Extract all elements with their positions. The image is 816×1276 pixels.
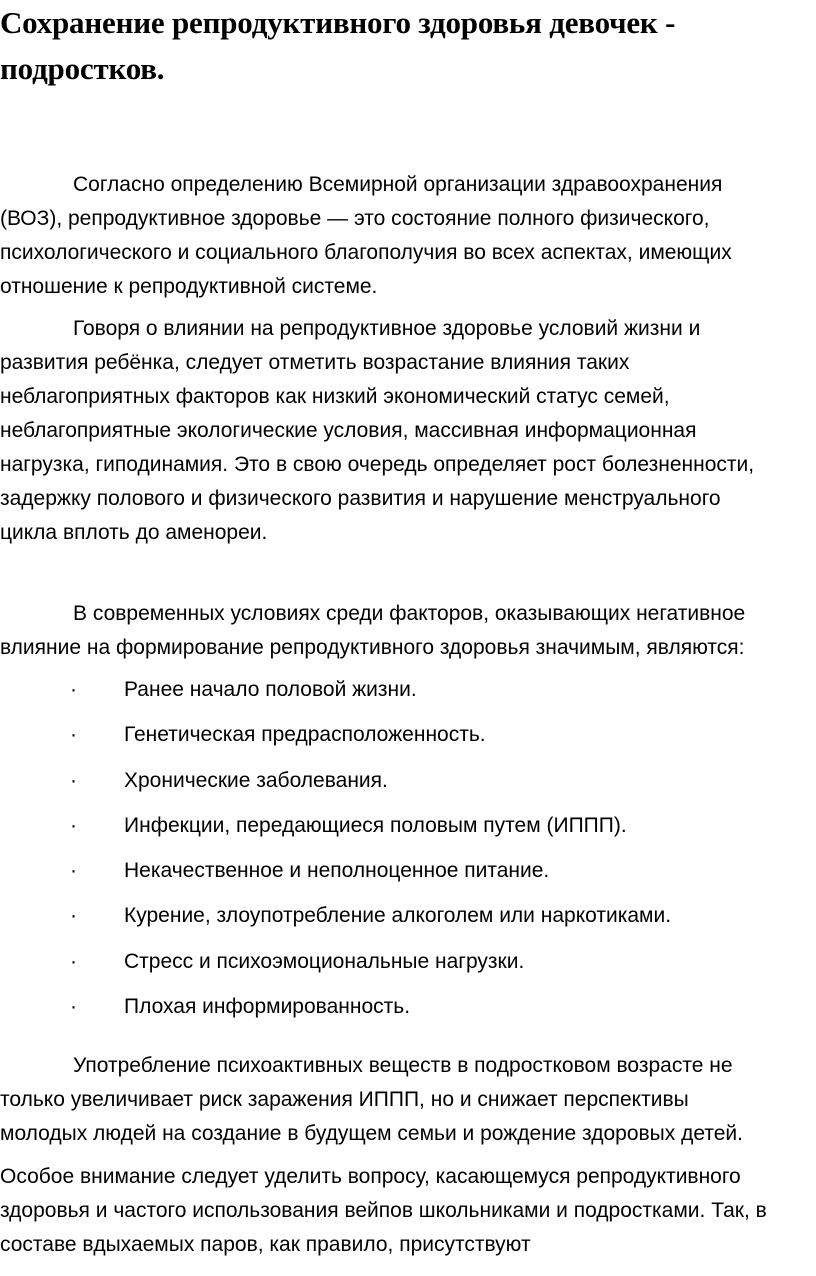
bullet-marker: ·	[70, 904, 77, 928]
bullet-marker: ·	[70, 995, 77, 1019]
bullet-marker: ·	[70, 813, 77, 837]
paragraph-line: (ВОЗ), репродуктивное здоровье — это состояние полного физического,	[0, 207, 710, 230]
list-item	[0, 899, 816, 944]
paragraph-factors-intro	[0, 597, 816, 665]
title-line: Сохранение репродуктивного здоровья девочек -	[0, 5, 676, 40]
paragraph-line: молодых людей на создание в будущем семьи и рождение здоровых детей.	[0, 1122, 743, 1145]
paragraph-living-conditions	[0, 312, 816, 550]
bullet-marker: ·	[70, 859, 77, 883]
paragraph-line: задержку полового и физического развития и нарушение менструального	[0, 487, 721, 510]
list-item-text: Курение, злоупотребление алкоголем или наркотиками.	[124, 904, 672, 928]
list-item	[0, 673, 816, 718]
paragraph-line: неблагоприятные экологические условия, массивная информационная	[0, 419, 697, 442]
paragraph-line: отношение к репродуктивной системе.	[0, 275, 378, 298]
bullet-marker: ·	[70, 949, 77, 973]
bullet-marker: ·	[70, 723, 77, 747]
paragraph-psychoactive-substances	[0, 1049, 816, 1151]
paragraph-line: влияние на формирование репродуктивного здоровья значимым, являются:	[0, 636, 745, 659]
list-item	[0, 718, 816, 763]
paragraph-line: развития ребёнка, следует отметить возрастание влияния таких	[0, 351, 630, 374]
list-item-text: Плохая информированность.	[124, 995, 411, 1019]
paragraph-line: неблагоприятных факторов как низкий экономический статус семей,	[0, 385, 670, 408]
title-line: подростков.	[0, 51, 165, 86]
list-item	[0, 990, 816, 1035]
paragraph-line: цикла вплоть до аменореи.	[0, 521, 268, 544]
list-item-text: Генетическая предрасположенность.	[124, 723, 486, 747]
paragraph-line: нагрузка, гиподинамия. Это в свою очередь определяет рост болезненности,	[0, 453, 755, 476]
paragraph-line: Говоря о влиянии на репродуктивное здоровье условий жизни и	[73, 317, 701, 340]
list-item-text: Стресс и психоэмоциональные нагрузки.	[124, 949, 525, 973]
list-item-text: Некачественное и неполноценное питание.	[124, 859, 550, 883]
paragraph-line: Особое внимание следует уделить вопросу, касающемуся репродуктивного	[0, 1165, 741, 1188]
bullet-marker: ·	[70, 678, 77, 701]
paragraph-vaping	[0, 1160, 816, 1262]
paragraph-line: составе вдыхаемых паров, как правило, присутствуют	[0, 1233, 531, 1256]
list-item-text: Инфекции, передающиеся половым путем (ИППП).	[124, 813, 627, 837]
document-title	[0, 0, 790, 92]
paragraph-line: В современных условиях среди факторов, оказывающих негативное	[73, 602, 746, 625]
paragraph-line: здоровья и частого использования вейпов школьниками и подростками. Так, в	[0, 1199, 767, 1222]
paragraph-line: только увеличивает риск заражения ИППП, но и снижает перспективы	[0, 1088, 689, 1111]
bullet-marker: ·	[70, 768, 77, 792]
paragraph-line: психологического и социального благополучия во всех аспектах, имеющих	[0, 241, 732, 264]
list-item	[0, 809, 816, 854]
list-item	[0, 945, 816, 990]
list-item	[0, 854, 816, 899]
list-item-text: Хронические заболевания.	[124, 768, 388, 792]
list-item	[0, 764, 816, 809]
paragraph-definition	[0, 168, 816, 304]
risk-factors-list	[0, 673, 816, 1035]
paragraph-line: Согласно определению Всемирной организации здравоохранения	[73, 173, 723, 196]
paragraph-line: Употребление психоактивных веществ в подростковом возрасте не	[73, 1054, 733, 1077]
list-item-text: Ранее начало половой жизни.	[124, 678, 417, 701]
